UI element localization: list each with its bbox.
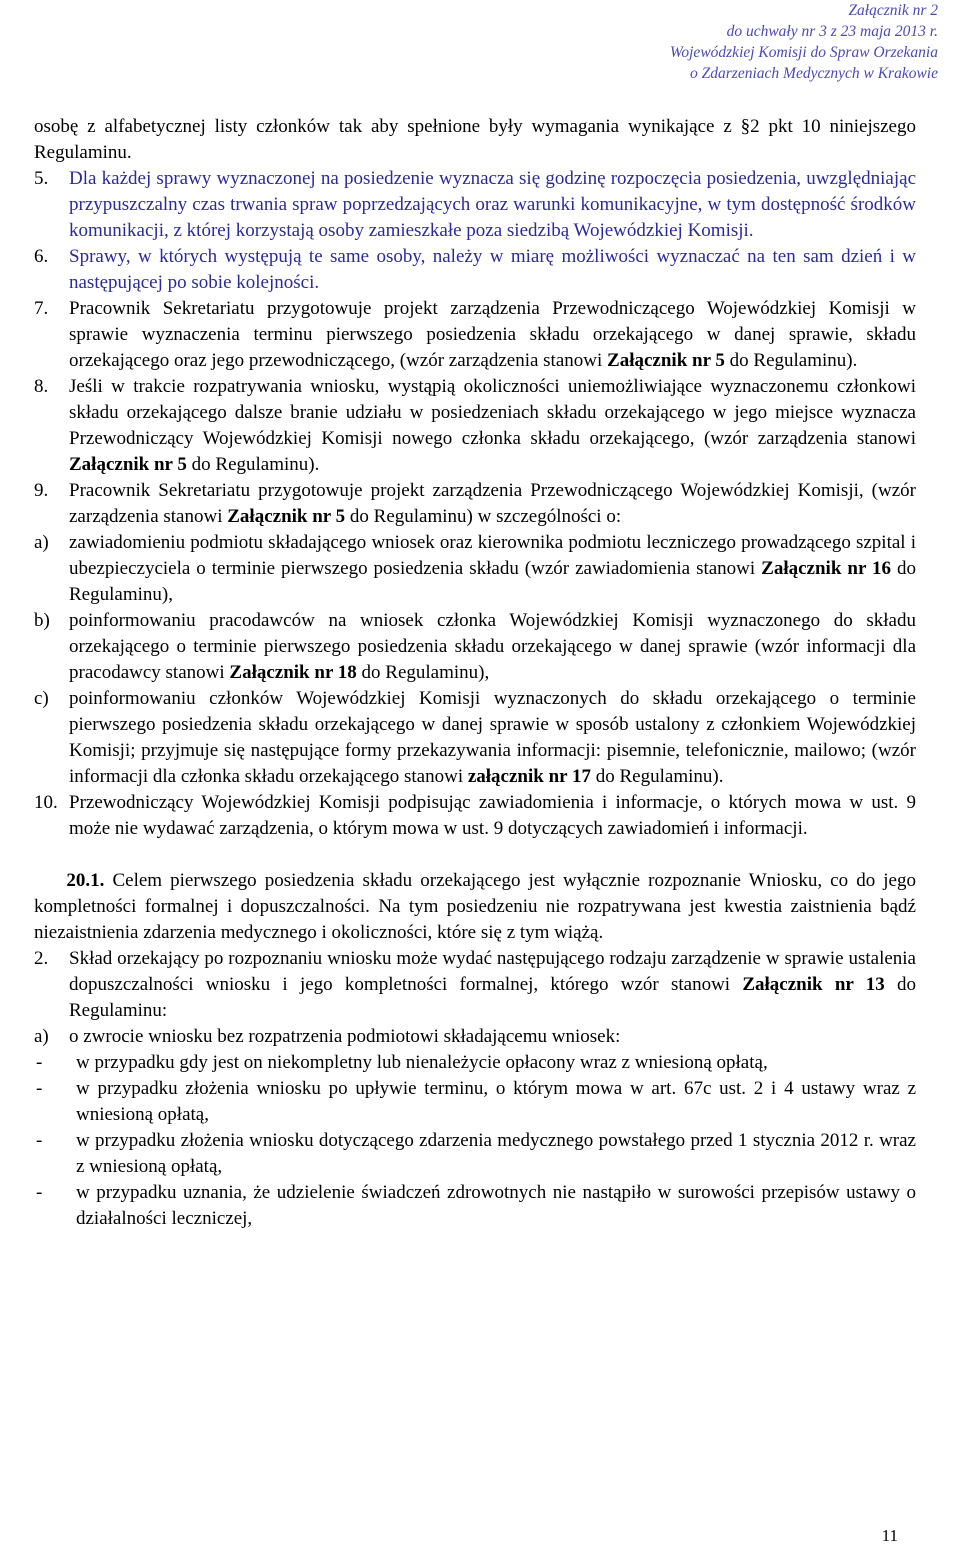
dash-text: w przypadku gdy jest on niekompletny lub nienależycie opłacony wraz z wniesioną opłatą, (76, 1052, 768, 1073)
item-number: 9. (34, 480, 49, 501)
item-text-end: do Regulaminu) w szczególności o: (345, 506, 622, 527)
paragraph-9 (34, 478, 916, 530)
dash-bullet: - (36, 1078, 43, 1099)
header-line-2: do uchwały nr 3 z 23 maja 2013 r. (726, 23, 938, 40)
item-letter: b) (34, 610, 50, 631)
paragraph-10 (34, 790, 916, 842)
document-header (518, 0, 938, 84)
document-body (34, 114, 916, 1232)
item-text-end: do Regulaminu). (724, 350, 858, 371)
attachment-ref: Załącznik nr 5 (607, 350, 725, 371)
dash-item-2 (34, 1076, 916, 1128)
attachment-ref: Załącznik nr 18 (229, 662, 357, 683)
item-text: Skład orzekający po rozpoznaniu wniosku może wydać następującego rodzaju zarządzenie w sprawie ustalenia dopuszczalności wniosku i jego kompletności formalnej, którego wzór stanowi (69, 948, 916, 995)
item-text: Sprawy, w których występują te same osoby, należy w miarę możliwości wyznaczać na ten sam dzień i w następującej po sobie kolejności. (69, 246, 916, 293)
dash-text: w przypadku złożenia wniosku po upływie terminu, o którym mowa w art. 67c ust. 2 i 4 ustawy wraz z wniesioną opłatą, (76, 1078, 916, 1125)
dash-bullet: - (36, 1182, 43, 1203)
dash-bullet: - (36, 1052, 43, 1073)
item-number: 8. (34, 376, 49, 397)
attachment-ref: Załącznik nr 13 (742, 974, 885, 995)
dash-bullet: - (36, 1130, 43, 1151)
item-letter: a) (34, 532, 49, 553)
section-text: Celem pierwszego posiedzenia składu orzekającego jest wyłącznie rozpoznanie Wniosku, co do jego kompletności formalnej i dopuszczalności. Na tym posiedzeniu nie rozpatrywana jest kwestia zaistnienia bądź niezaistnienia zdarzenia medycznego i okoliczności, które się z tym wiążą. (34, 870, 916, 943)
paragraph-6 (34, 244, 916, 296)
header-line-4: o Zdarzeniach Medycznych w Krakowie (690, 65, 938, 82)
spacer (34, 842, 916, 868)
item-text-end: do Regulaminu), (69, 558, 917, 605)
subitem-a (34, 530, 916, 608)
item-text: poinformowaniu pracodawców na wniosek członka Wojewódzkiej Komisji wyznaczonego do składu orzekającego o terminie pierwszego posiedzenia składu orzekającego w danej sprawie (wzór informacji dla pracodawcy stanowi (69, 610, 916, 683)
item-text: zawiadomieniu podmiotu składającego wniosek oraz kierownika podmiotu leczniczego prowadzącego szpital i ubezpieczyciela o terminie pierwszego posiedzenia składu (wzór zawiadomienia stanowi (69, 532, 916, 579)
item-text-end: do Regulaminu). (591, 766, 724, 787)
item-number: 10. (34, 792, 58, 813)
paragraph-7 (34, 296, 916, 374)
header-line-3: Wojewódzkiej Komisji do Spraw Orzekania (669, 44, 938, 61)
attachment-ref: Załącznik nr 5 (227, 506, 346, 527)
section-20-subitem-a (34, 1024, 916, 1050)
item-letter: a) (34, 1026, 49, 1047)
dash-item-1 (34, 1050, 916, 1076)
section-number: 20.1. (66, 870, 105, 891)
item-number: 7. (34, 298, 49, 319)
item-text: o zwrocie wniosku bez rozpatrzenia podmiotowi składającemu wniosek: (69, 1026, 621, 1047)
dash-text: w przypadku złożenia wniosku dotyczącego zdarzenia medycznego powstałego przed 1 stycznia 2012 r. wraz z wniesioną opłatą, (76, 1130, 916, 1177)
subitem-c (34, 686, 916, 790)
section-20-paragraph-2 (34, 946, 916, 1024)
dash-item-4 (34, 1180, 916, 1232)
continued-paragraph: osobę z alfabetycznej listy członków tak aby spełnione były wymagania wynikające z §2 pkt 10 niniejszego Regulaminu. (34, 116, 916, 163)
attachment-ref: załącznik nr 17 (467, 766, 591, 787)
item-text: Pracownik Sekretariatu przygotowuje projekt zarządzenia Przewodniczącego Wojewódzkiej Komisji w sprawie wyznaczenia terminu pierwszego posiedzenia składu orzekającego w danej sprawie, składu orzekającego oraz jego przewodniczącego, (wzór zarządzenia stanowi (69, 298, 916, 371)
item-text: Pracownik Sekretariatu przygotowuje projekt zarządzenia Przewodniczącego Wojewódzkiej Komisji, (wzór zarządzenia stanowi (69, 480, 916, 527)
attachment-ref: Załącznik nr 16 (761, 558, 892, 579)
item-text: Przewodniczący Wojewódzkiej Komisji podpisując zawiadomienia i informacje, o których mowa w ust. 9 może nie wydawać zarządzenia, o którym mowa w ust. 9 dotyczących zawiadomień i informacji. (69, 792, 916, 839)
item-number: 2. (34, 948, 49, 969)
paragraph-8 (34, 374, 916, 478)
item-text: Jeśli w trakcie rozpatrywania wniosku, wystąpią okoliczności uniemożliwiające wyznaczonemu członkowi składu orzekającego dalsze branie udziału w posiedzeniach składu orzekającego w jego miejsce wyznacza Przewodniczący Wojewódzkiej Komisji nowego członka składu orzekającego, (wzór zarządzenia stanowi (69, 376, 916, 449)
item-text-end: do Regulaminu), (356, 662, 490, 683)
dash-item-3 (34, 1128, 916, 1180)
header-line-1: Załącznik nr 2 (848, 2, 938, 19)
item-text-end: do Regulaminu). (186, 454, 320, 475)
item-letter: c) (34, 688, 49, 709)
item-number: 5. (34, 168, 49, 189)
item-text: poinformowaniu członków Wojewódzkiej Komisji wyznaczonych do składu orzekającego o terminie pierwszego posiedzenia składu orzekającego w danej sprawie w sposób ustalony z członkiem Wojewódzkiej Komisji; przyjmuje się następujące formy przekazywania informacji: pisemnie, telefonicznie, mailowo; (wzór informacji dla członka składu orzekającego stanowi (69, 688, 916, 787)
page-number: 11 (881, 1526, 898, 1545)
item-number: 6. (34, 246, 49, 267)
attachment-ref: Załącznik nr 5 (69, 454, 187, 475)
item-text-end: do Regulaminu: (69, 974, 916, 1021)
item-text: Dla każdej sprawy wyznaczonej na posiedzenie wyznacza się godzinę rozpoczęcia posiedzenia, uwzględniając przypuszczalny czas trwania spraw poprzedzających oraz warunki komunikacyjne, w tym dostępność środków komunikacji, z której korzystają osoby zamieszkałe poza siedzibą Wojewódzkiej Komisji. (69, 168, 916, 241)
paragraph-5 (34, 166, 916, 244)
section-20-intro (34, 868, 916, 946)
subitem-b (34, 608, 916, 686)
dash-text: w przypadku uznania, że udzielenie świadczeń zdrowotnych nie nastąpiło w surowości przepisów ustawy o działalności leczniczej, (76, 1182, 916, 1229)
